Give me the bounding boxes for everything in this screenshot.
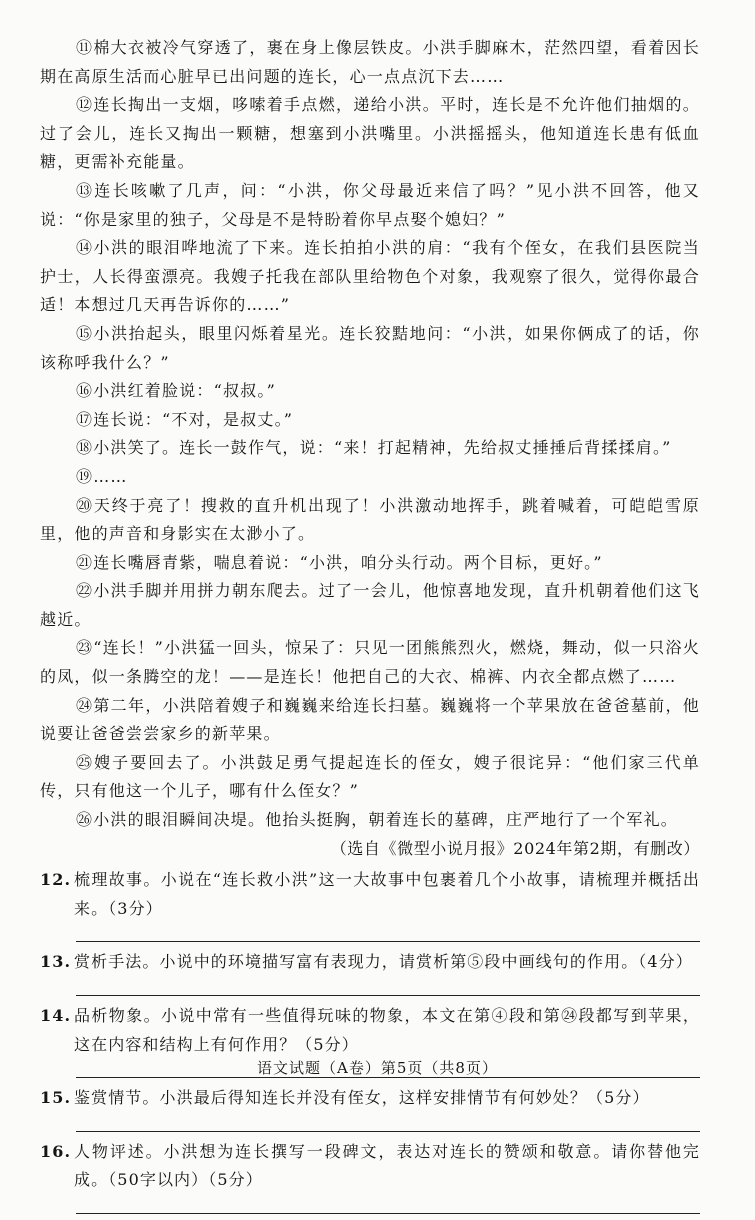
question-number: 14. [40, 1006, 72, 1025]
paragraph-15: ⑮小洪抬起头，眼里闪烁着星光。连长狡黠地问：“小洪，如果你俩成了的话，你该称呼我什么？” [40, 323, 700, 372]
question-15 [40, 1084, 700, 1113]
paragraph-20: ⑳天终于亮了！搜救的直升机出现了！小洪激动地挥手，跳着喊着，可皑皑雪原里，他的声音和身影实在太渺小了。 [40, 495, 700, 544]
paragraph-14: ⑭小洪的眼泪哗地流了下来。连长拍拍小洪的肩：“我有个侄女，在我们县医院当护士，人长得蛮漂亮。我嫂子托我在部队里给物色个对象，我观察了很久，觉得你最合适！本想过几天再告诉你的……” [40, 238, 700, 315]
question-14 [40, 1002, 700, 1059]
question-13 [40, 948, 700, 977]
paragraph-13: ⑬连长咳嗽了几声，问：“小洪，你父母最近来信了吗？”见小洪不回答，他又说：“你是家里的独子，父母是不是特盼着你早点娶个媳妇？” [40, 180, 700, 229]
paragraph-11: ⑪棉大衣被冷气穿透了，裹在身上像层铁皮。小洪手脚麻木，茫然四望，看着因长期在高原生活而心脏早已出问题的连长，心一点点沉下去…… [40, 38, 700, 86]
answer-line[interactable] [76, 977, 700, 996]
paragraph-22: ㉒小洪手脚并用拼力朝东爬去。过了一会儿，他惊喜地发现，直升机朝着他们这飞越近。 [40, 581, 700, 629]
question-16 [40, 1138, 700, 1195]
answer-line[interactable] [76, 1113, 700, 1132]
question-12 [40, 866, 700, 923]
question-text: 品析物象。小说中常有一些值得玩味的物象，本文在第④段和第㉔段都写到苹果，这在内容和结构上有何作用？（5分） [74, 1006, 700, 1054]
answer-line[interactable] [76, 923, 700, 942]
question-text: 鉴赏情节。小洪最后得知连长并没有侄女，这样安排情节有何妙处？（5分） [74, 1088, 650, 1108]
paragraph-18: ⑱小洪笑了。连长一鼓作气，说：“来！打起精神，先给叔丈捶捶后背揉揉肩。” [76, 438, 672, 458]
source-citation: （选自《微型小说月报》2024年第2期，有删改） [330, 838, 700, 858]
paragraph-25: ㉕嫂子要回去了。小洪鼓足勇气提起连长的侄女，嫂子很诧异：“他们家三代单传，只有他这一个儿子，哪有什么侄女？” [40, 752, 700, 801]
paragraph-24: ㉔第二年，小洪陪着嫂子和巍巍来给连长扫墓。巍巍将一个苹果放在爸爸墓前，他说要让爸爸尝尝家乡的新苹果。 [40, 695, 700, 744]
question-number: 13. [40, 952, 72, 972]
page-footer: 语文试题（A卷）第5页（共8页） [257, 1059, 498, 1077]
paragraph-12: ⑫连长掏出一支烟，哆嗦着手点燃，递给小洪。平时，连长是不允许他们抽烟的。过了会儿，连长又掏出一颗糖，想塞到小洪嘴里。小洪摇摇头，他知道连长患有低血糖，更需补充能量。 [40, 95, 700, 172]
paragraph-17: ⑰连长说：“不对，是叔丈。” [76, 409, 294, 429]
paragraph-23: ㉓“连长！”小洪猛一回头，惊呆了：只见一团熊熊烈火，燃烧，舞动，似一只浴火的凤，似一条腾空的龙！——是连长！他把自己的大衣、棉裤、内衣全都点燃了…… [40, 638, 700, 687]
question-text: 人物评述。小洪想为连长撰写一段碑文，表达对连长的赞颂和敬意。请你替他完成。（50字以内）（5分） [74, 1141, 700, 1190]
paragraph-19: ⑲…… [76, 466, 128, 486]
question-number: 12. [40, 870, 72, 890]
question-text: 梳理故事。小说在“连长救小洪”这一大故事中包裹着几个小故事，请梳理并概括出来。（3分） [74, 870, 700, 918]
paragraph-21: ㉑连长嘴唇青紫，喘息着说：“小洪，咱分头行动。两个目标，更好。” [76, 552, 603, 572]
paragraph-26: ㉖小洪的眼泪瞬间决堤。他抬头挺胸，朝着连长的墓碑，庄严地行了一个军礼。 [76, 810, 679, 830]
question-number: 16. [40, 1141, 72, 1161]
answer-line[interactable] [76, 1195, 700, 1214]
paragraph-16: ⑯小洪红着脸说：“叔叔。” [76, 381, 276, 401]
article-body [40, 34, 700, 1220]
question-number: 15. [40, 1088, 72, 1108]
question-text: 赏析手法。小说中的环境描写富有表现力，请赏析第⑤段中画线句的作用。（4分） [74, 952, 693, 972]
